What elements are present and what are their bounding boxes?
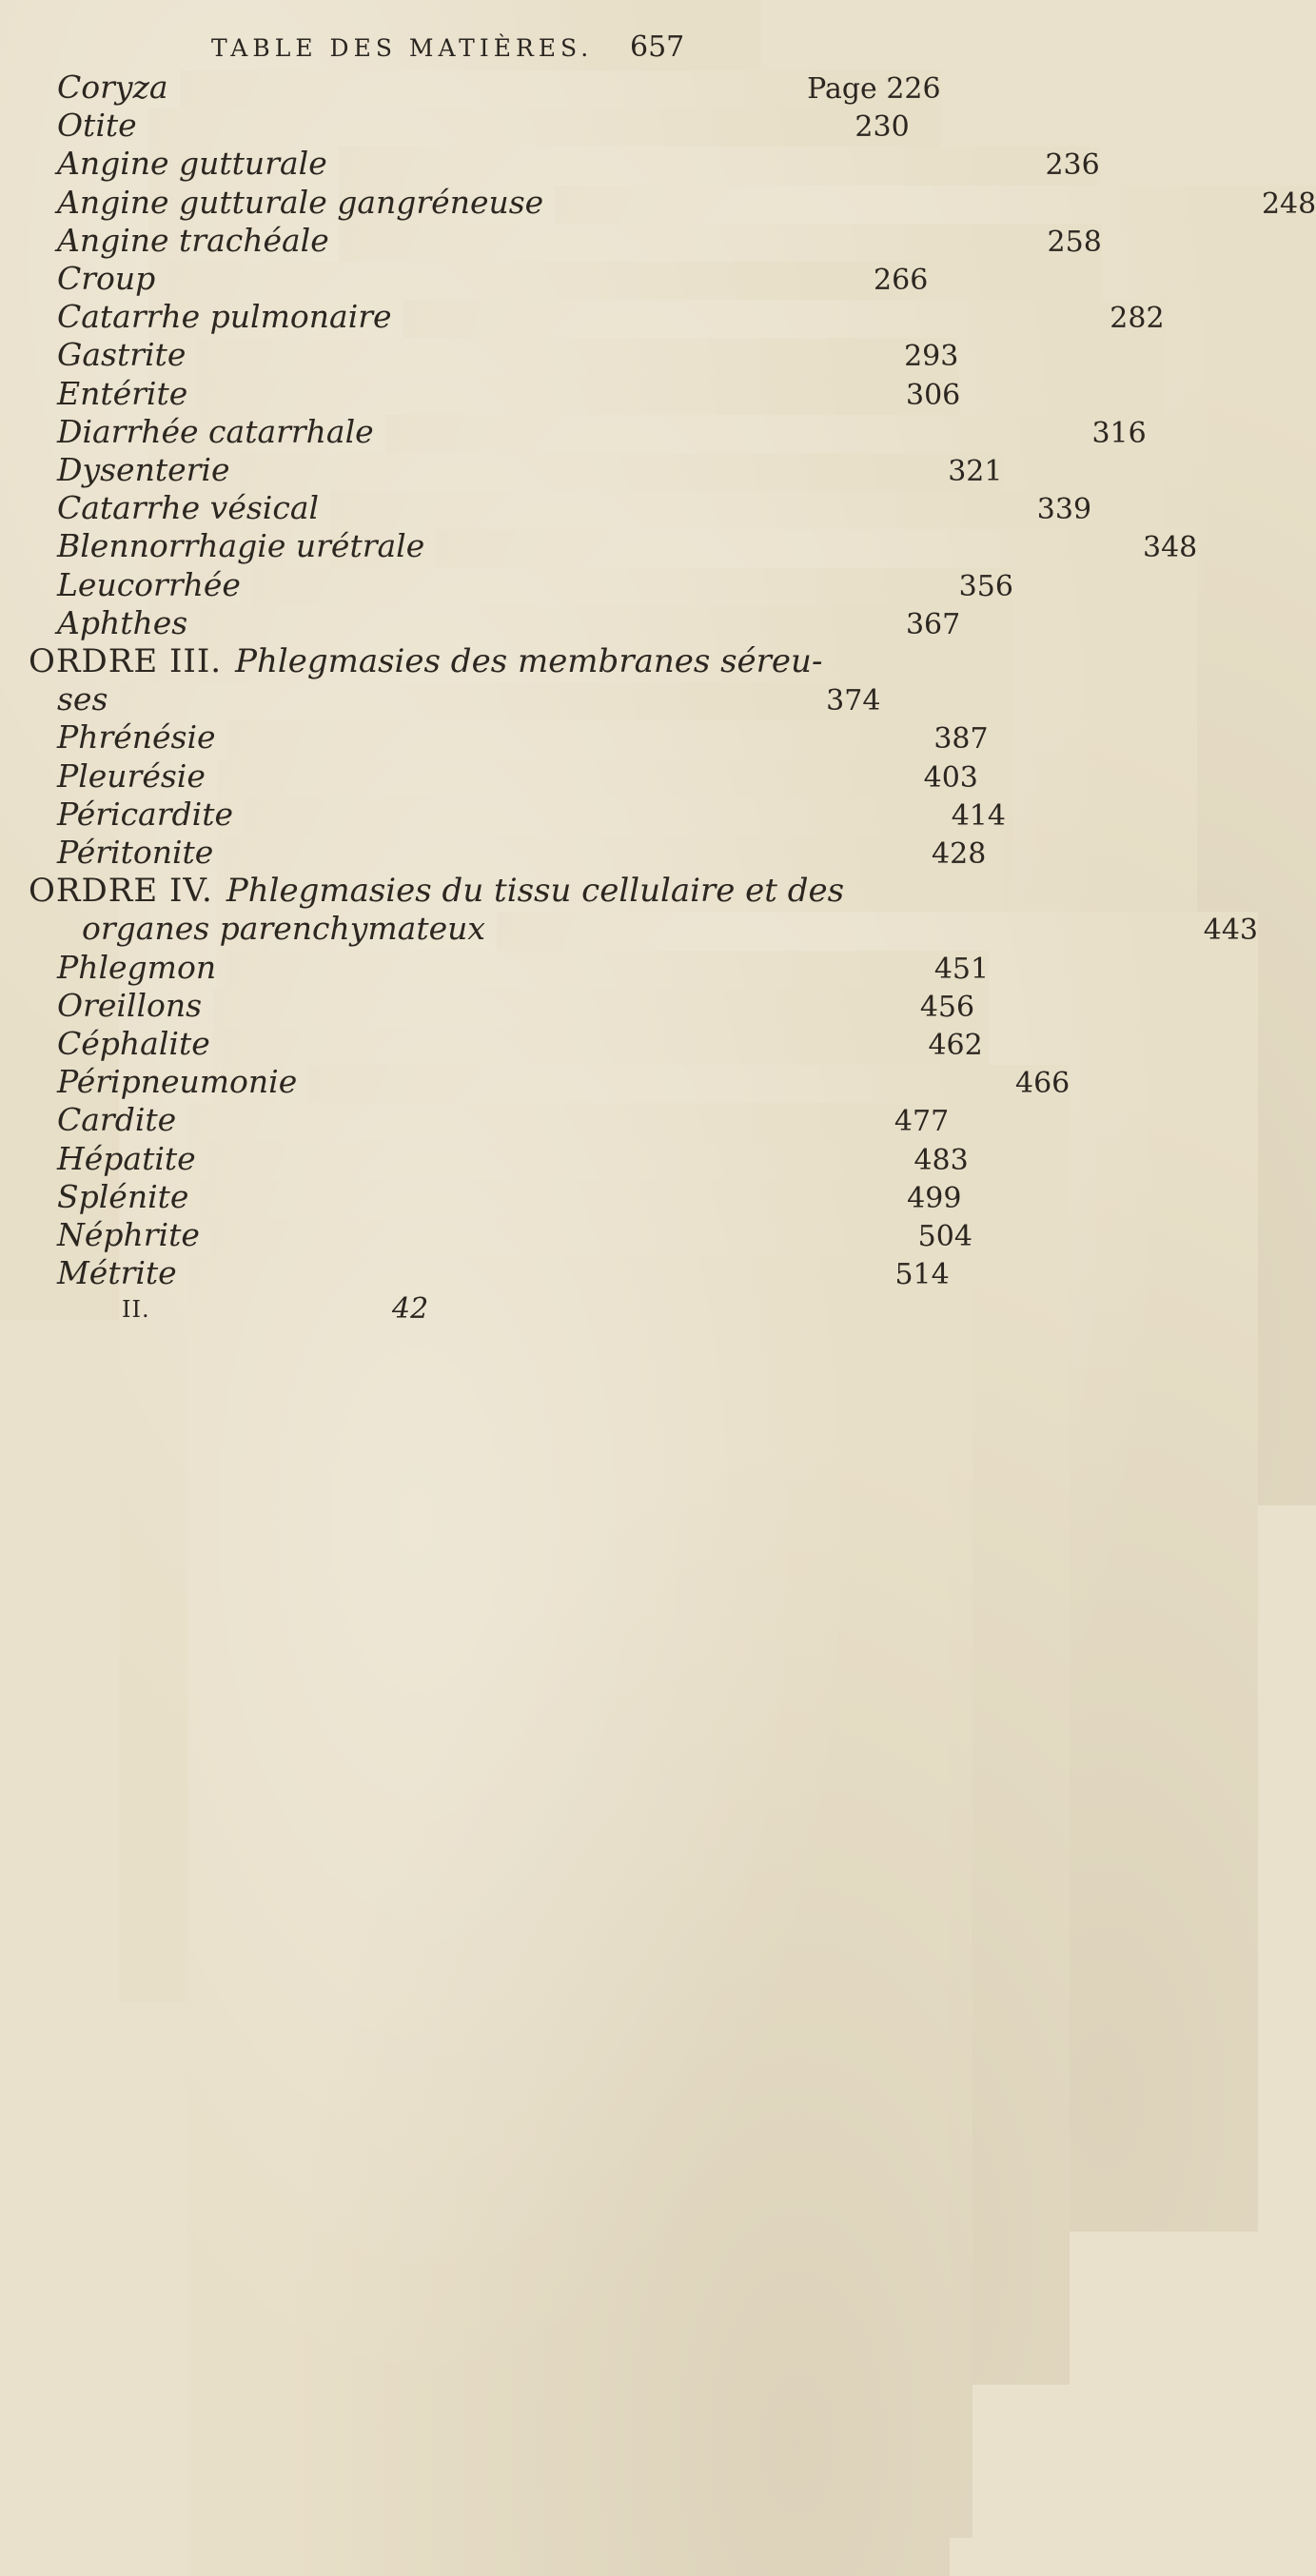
- entry-page: 466: [308, 1065, 1070, 2385]
- entry-title: Angine gutturale gangréneuse: [57, 183, 544, 221]
- entry-page: 306: [199, 377, 960, 1697]
- entry-title: Diarrhée catarrhale: [57, 412, 374, 450]
- toc-entry-hepatite: [57, 1139, 969, 1178]
- toc-entry-blennorrhagie: [57, 527, 1198, 565]
- entry-page: 348: [436, 529, 1197, 1849]
- toc-entry-pericardite: [57, 795, 1006, 834]
- entry-title: Cardite: [57, 1101, 177, 1139]
- toc-entry-catarrhe-pulmonaire: [57, 298, 1165, 336]
- entry-title: Otite: [57, 107, 137, 145]
- entry-title: Phlegmon: [57, 948, 217, 986]
- entry-title: Coryza: [57, 69, 168, 106]
- entry-page: 266: [167, 262, 928, 1582]
- order-4-continuation: [82, 910, 1259, 948]
- entry-title: Péritonite: [57, 834, 214, 871]
- entry-page: 504: [211, 1218, 972, 2538]
- entry-page: 414: [245, 797, 1006, 2117]
- entry-page: 356: [252, 568, 1013, 1888]
- toc-entry-coryza: [57, 69, 941, 107]
- toc-entry-diarrhee: [57, 412, 1147, 451]
- toc-entry-oreillons: [57, 986, 975, 1025]
- order-title-continuation: ses: [57, 680, 108, 718]
- toc-entry-splenite: [57, 1177, 962, 1216]
- entry-page: 462: [222, 1027, 983, 2347]
- entry-page: 451: [227, 951, 989, 2271]
- entry-title: Blennorrhagie urétrale: [57, 527, 425, 565]
- toc-entry-peripneumonie: [57, 1063, 1070, 1101]
- entry-page: 499: [200, 1180, 961, 2500]
- entry-page: 236: [339, 147, 1100, 1466]
- running-head: [0, 29, 761, 67]
- entry-page: 339: [330, 491, 1091, 1811]
- toc-entry-leucorrhee: [57, 565, 1013, 604]
- entry-page: 248: [555, 186, 1316, 1505]
- toc-entry-dysenterie: [57, 451, 1003, 489]
- toc-entry-cephalite: [57, 1025, 983, 1063]
- order-title: Phlegmasies des membranes séreu-: [235, 642, 823, 680]
- entry-page: 456: [213, 989, 974, 2309]
- entry-page: 387: [227, 720, 989, 2040]
- signature-mark: II.: [122, 1296, 150, 1324]
- order-title-continuation: organes parenchymateux: [82, 910, 486, 948]
- entry-page: 514: [188, 1256, 950, 2576]
- toc-entry-phlegmon: [57, 948, 990, 987]
- entry-title: Pleurésie: [57, 757, 206, 795]
- entry-page: 230: [148, 108, 910, 1428]
- entry-title: Catarrhe pulmonaire: [57, 298, 392, 336]
- entry-page: 293: [197, 338, 958, 1658]
- entry-page: 321: [241, 453, 1002, 1773]
- toc-entry-cardite: [57, 1101, 950, 1139]
- toc-entry-nephrite: [57, 1216, 972, 1254]
- entry-title: Péricardite: [57, 795, 233, 833]
- entry-page: 477: [187, 1103, 949, 2423]
- toc-entry-angine-tracheale: [57, 221, 1102, 260]
- entry-page: 403: [217, 759, 978, 2079]
- toc-entry-croup: [57, 260, 929, 298]
- toc-entry-enterite: [57, 374, 961, 413]
- entry-title: Leucorrhée: [57, 565, 241, 603]
- running-title: TABLE DES MATIÈRES.: [211, 34, 594, 62]
- entry-page: 367: [199, 606, 960, 1926]
- entry-title: Gastrite: [57, 336, 187, 374]
- toc-entry-pleuresie: [57, 757, 978, 796]
- order-3-continuation: [57, 680, 881, 718]
- entry-title: Hépatite: [57, 1139, 196, 1177]
- entry-page: 282: [403, 300, 1165, 1620]
- entry-title: Oreillons: [57, 986, 203, 1024]
- order-heading-3: [29, 642, 823, 680]
- toc-entry-aphthes: [57, 603, 961, 642]
- entry-page: 483: [207, 1142, 969, 2462]
- entry-title: Dysenterie: [57, 451, 230, 488]
- entry-page: 258: [341, 224, 1102, 1544]
- toc-entry-angine-gangreneuse: [57, 183, 1316, 222]
- entry-title: Entérite: [57, 374, 188, 412]
- entry-title: Croup: [57, 260, 156, 297]
- entry-title: Aphthes: [57, 603, 188, 641]
- entry-title: Angine trachéale: [57, 221, 329, 259]
- entry-title: Céphalite: [57, 1025, 210, 1062]
- gathering-number: 42: [392, 1292, 429, 1327]
- toc-entry-gastrite: [57, 336, 959, 374]
- entry-page: 428: [225, 836, 986, 2155]
- order-label: ORDRE III.: [29, 642, 223, 680]
- order-label: ORDRE IV.: [29, 872, 213, 911]
- toc-entry-angine-gutturale: [57, 145, 1100, 183]
- entry-title: Splénite: [57, 1177, 189, 1215]
- toc-entry-metrite: [57, 1254, 950, 1292]
- toc-entry-peritonite: [57, 834, 987, 872]
- entry-page: 374: [119, 682, 880, 2002]
- toc-entry-phrenesie: [57, 718, 989, 757]
- entry-title: Angine gutturale: [57, 145, 327, 183]
- entry-title: Néphrite: [57, 1216, 200, 1253]
- entry-page: Page 226: [180, 70, 941, 1390]
- toc-entry-otite: [57, 107, 910, 145]
- toc-entry-catarrhe-vesical: [57, 489, 1092, 527]
- order-title: Phlegmasies du tissu cellulaire et des: [226, 872, 845, 911]
- entry-page: 443: [497, 912, 1258, 2232]
- entry-title: Péripneumonie: [57, 1063, 298, 1101]
- page-number: 657: [630, 30, 685, 64]
- entry-page: 316: [385, 415, 1147, 1735]
- page-footer: [0, 1292, 761, 1334]
- entry-title: Métrite: [57, 1254, 177, 1292]
- entry-title: Phrénésie: [57, 718, 216, 757]
- order-heading-4: [29, 872, 845, 911]
- entry-title: Catarrhe vésical: [57, 489, 320, 527]
